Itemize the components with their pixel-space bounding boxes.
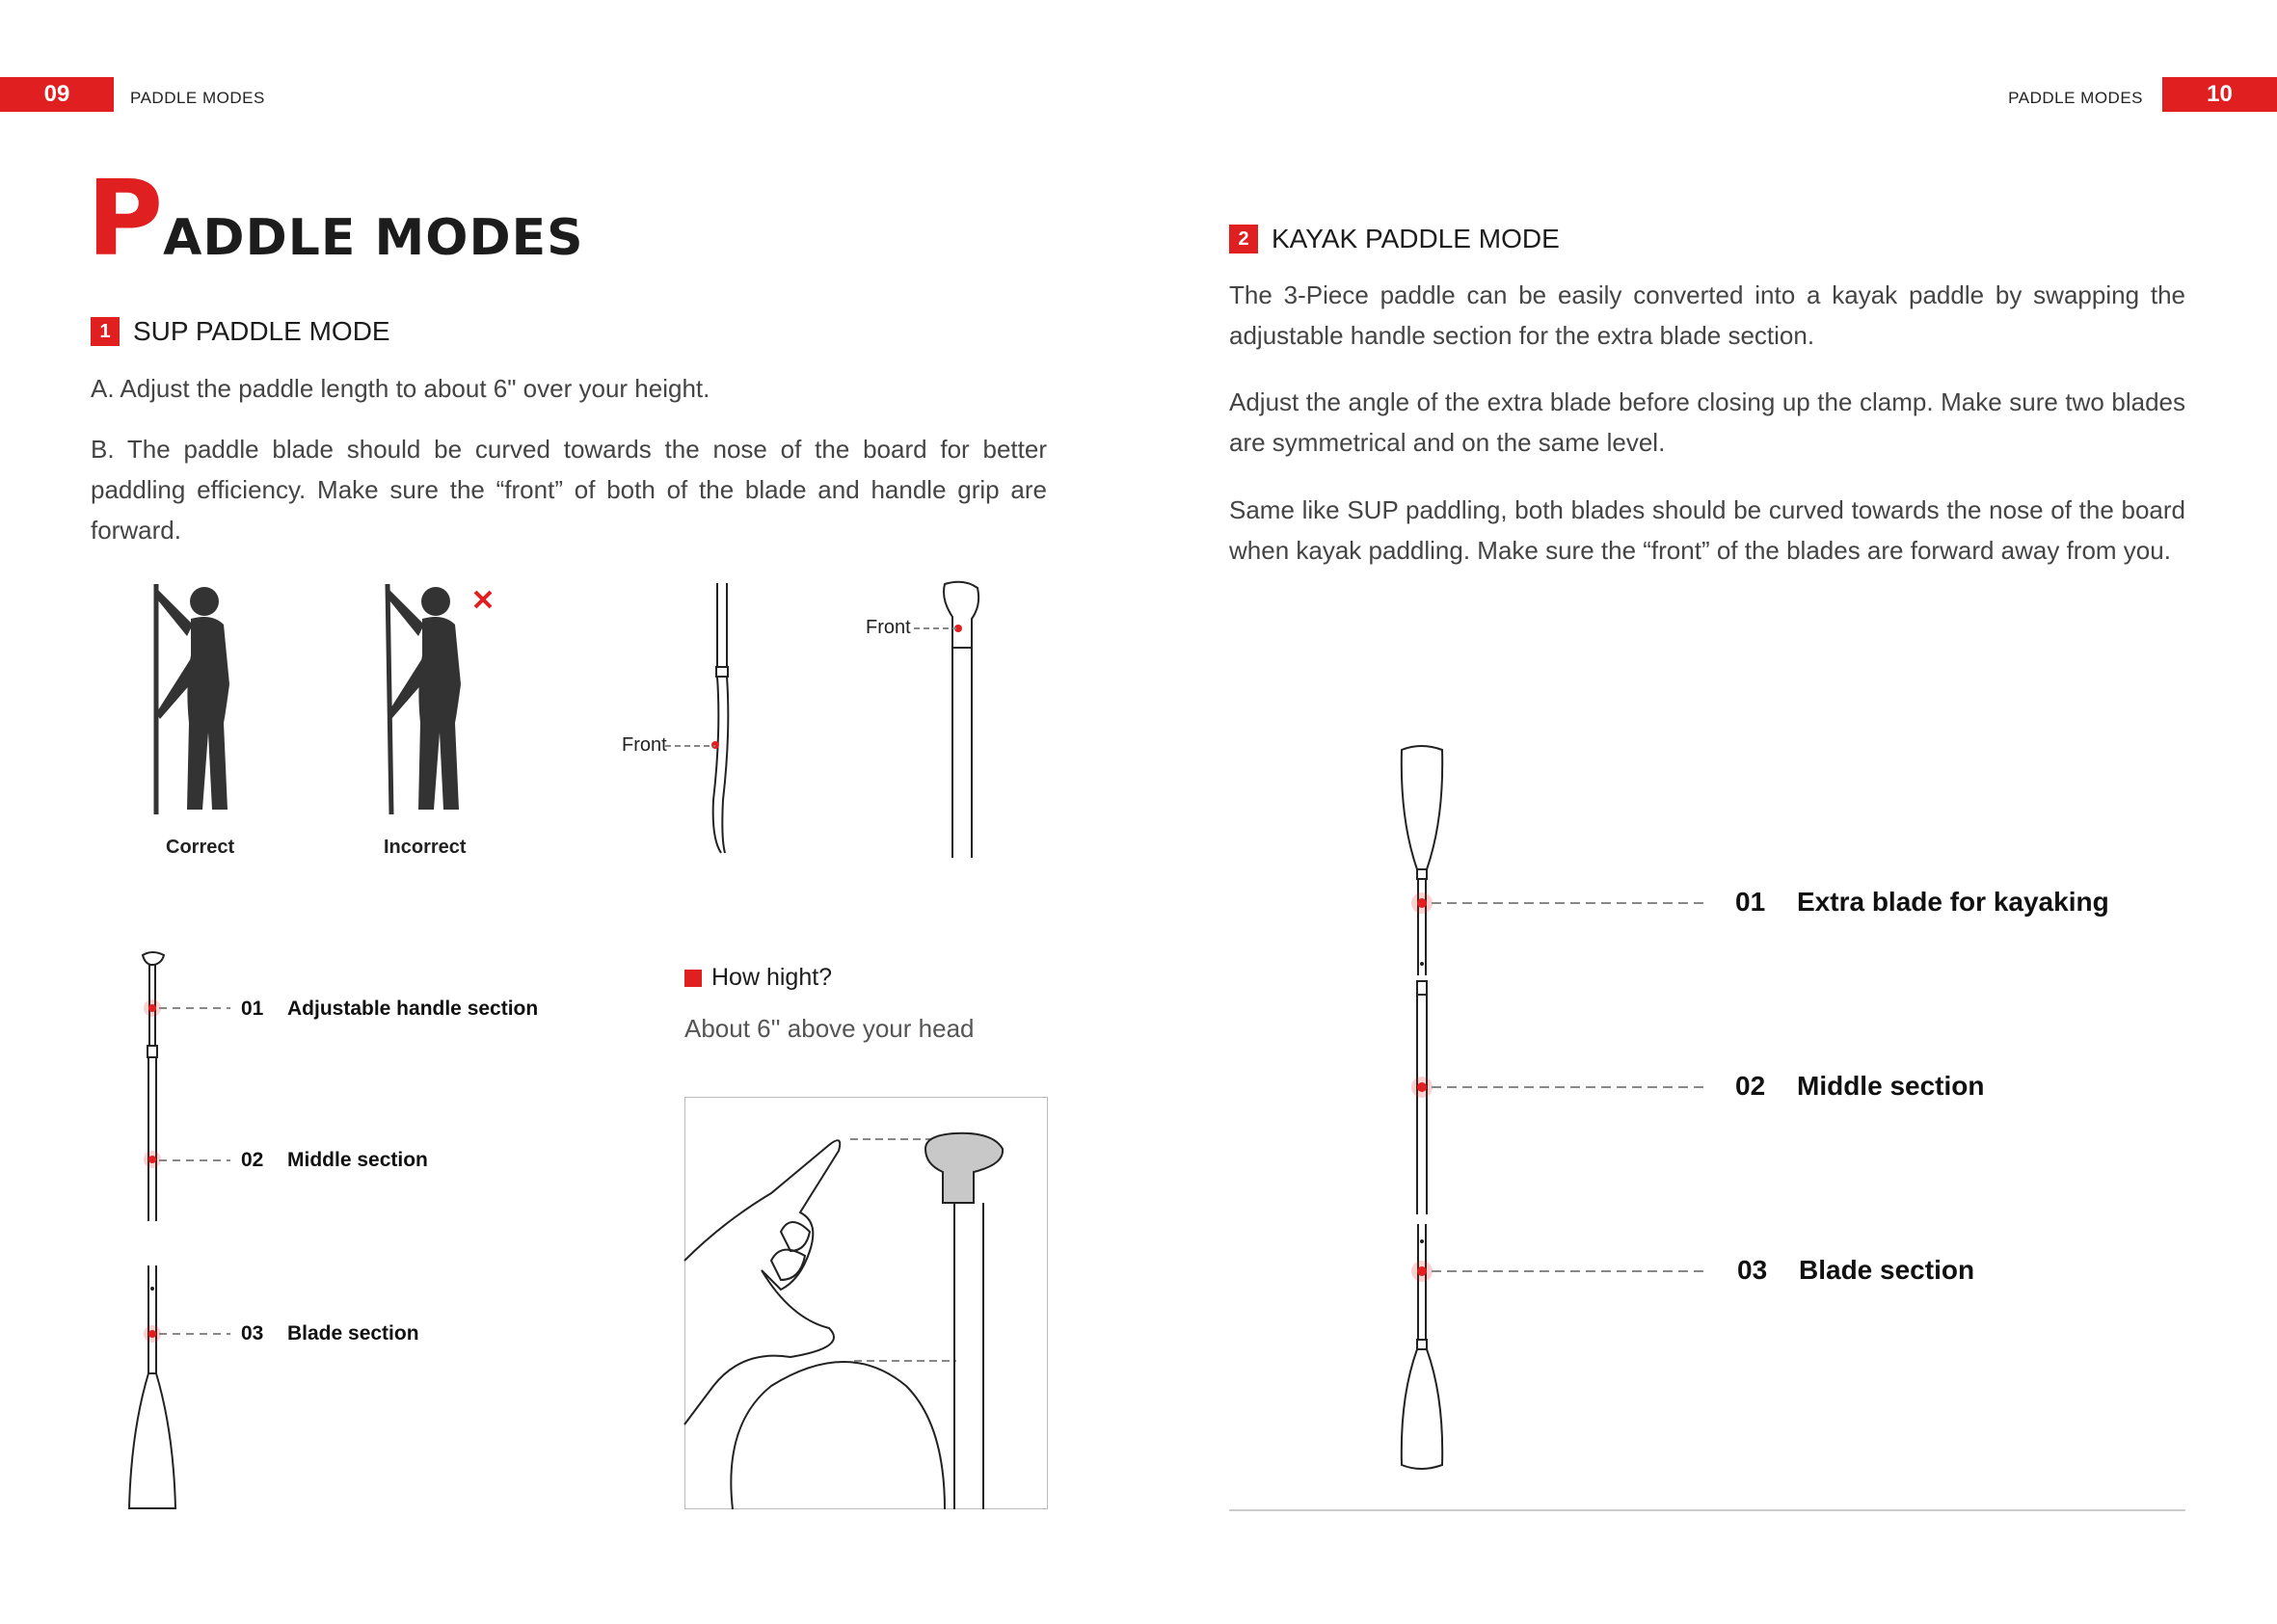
blade-front-label: Front: [622, 734, 667, 756]
left-page-number: 09: [0, 77, 114, 112]
height-tip-bullet-icon: [684, 970, 702, 987]
sup-part-1-label: Adjustable handle section: [287, 998, 539, 1020]
sup-step-b: B. The paddle blade should be curved towards the nose of the board for better paddling efficiency. Make sure the “front” of both of the blade and handle grip are forward.: [91, 435, 1047, 545]
kayak-section-title: KAYAK PADDLE MODE: [1272, 224, 1560, 253]
sup-section-heading: [91, 316, 390, 347]
footer-divider: [1229, 1509, 2185, 1511]
sup-section-number: 1: [91, 317, 120, 346]
kayak-part-leaders: [1432, 896, 1711, 1282]
kayak-part-1-label: Extra blade for kayaking: [1797, 887, 2109, 917]
incorrect-x-icon: [475, 592, 491, 607]
height-tip-heading: [684, 964, 832, 992]
kayak-paragraph-1: The 3-Piece paddle can be easily converted into a kayak paddle by swapping the adjustable handle section for the extra blade section.: [1229, 280, 2185, 350]
kayak-section-heading: [1229, 224, 1560, 254]
incorrect-label: Incorrect: [384, 837, 467, 858]
page-title: [87, 159, 584, 280]
sup-part-1-number: 01: [241, 998, 264, 1020]
sup-step-a: A. Adjust the paddle length to about 6" over your height.: [91, 374, 710, 403]
sup-part-2-number: 02: [241, 1149, 264, 1171]
kayak-section-number: 2: [1229, 225, 1258, 253]
left-running-title: PADDLE MODES: [130, 89, 265, 107]
sup-part-2-label: Middle section: [287, 1149, 428, 1171]
blade-profile-figure: [704, 578, 742, 858]
kayak-part-3-label: Blade section: [1799, 1255, 1975, 1285]
page-title-initial: P: [87, 159, 164, 280]
kayak-part-2-number: 02: [1735, 1071, 1766, 1101]
kayak-paragraph-2: Adjust the angle of the extra blade before closing up the clamp. Make sure two blades are symmetrical and on the same level.: [1229, 387, 2185, 457]
height-tip-title: How hight?: [711, 964, 833, 991]
grip-front-leader: [914, 625, 962, 634]
sup-part-leaders: [159, 1002, 236, 1388]
sup-part-3-label: Blade section: [287, 1322, 419, 1344]
right-running-title: PADDLE MODES: [2008, 89, 2143, 107]
correct-stance-figure: [145, 578, 241, 819]
page-title-rest: ADDLE MODES: [163, 209, 584, 267]
sup-section-title: SUP PADDLE MODE: [133, 316, 390, 346]
grip-front-label: Front: [866, 617, 911, 638]
sup-part-3-number: 03: [241, 1322, 264, 1344]
blade-front-leader: [665, 742, 723, 752]
height-illustration: [684, 1097, 1048, 1509]
kayak-part-2-label: Middle section: [1797, 1071, 1985, 1101]
kayak-part-3-number: 03: [1737, 1255, 1768, 1285]
grip-profile-figure: [935, 578, 993, 863]
correct-label: Correct: [166, 837, 235, 858]
kayak-paragraph-3: Same like SUP paddling, both blades should be curved towards the nose of the board when kayak paddling. Make sure the “front” of the blades are forward away from you.: [1229, 495, 2185, 565]
height-tip-text: About 6'' above your head: [684, 1014, 975, 1043]
kayak-part-1-number: 01: [1735, 887, 1766, 917]
incorrect-stance-figure: [376, 578, 501, 819]
right-page-number: 10: [2162, 77, 2277, 112]
